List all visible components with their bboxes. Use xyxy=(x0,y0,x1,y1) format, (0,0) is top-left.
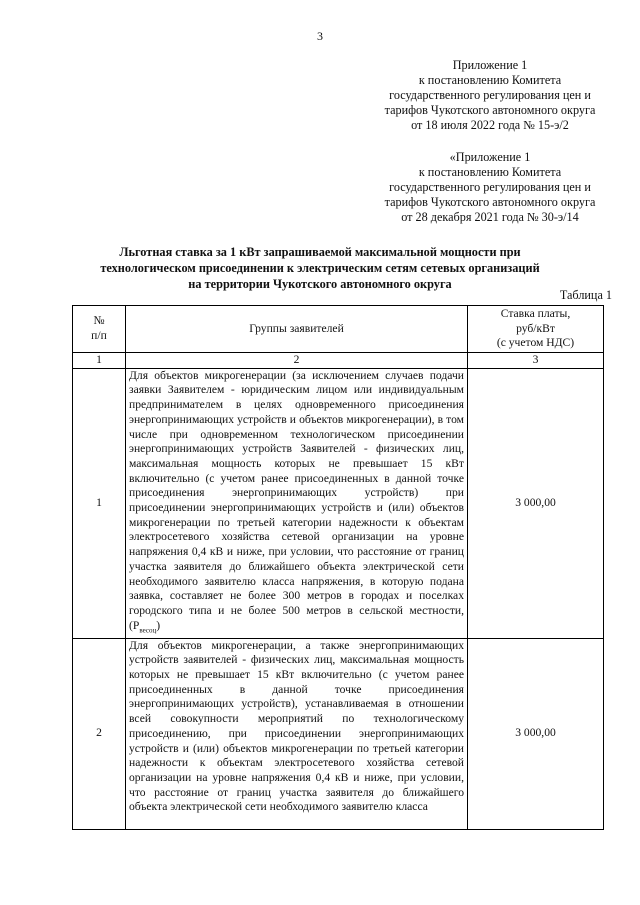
appendix-original-line: государственного регулирования цен и xyxy=(389,180,591,194)
table-row xyxy=(73,368,604,638)
appendix-original-line: «Приложение 1 xyxy=(449,150,531,164)
table-caption: Таблица 1 xyxy=(559,288,612,302)
appendix-current-line: государственного регулирования цен и xyxy=(389,88,591,102)
row-number: 1 xyxy=(73,368,126,638)
header-num-line: п/п xyxy=(91,329,107,342)
column-number: 1 xyxy=(73,353,126,369)
row-description xyxy=(126,638,468,829)
header-rate-line: Ставка платы, xyxy=(500,306,571,320)
header-rate-line: руб/кВт xyxy=(516,321,555,335)
table-row xyxy=(73,638,604,829)
column-number: 3 xyxy=(468,353,604,369)
appendix-original-line: к постановлению Комитета xyxy=(418,165,562,179)
appendix-current-line: Приложение 1 xyxy=(452,58,528,72)
header-rate-line: (с учетом НДС) xyxy=(496,336,575,350)
document-title xyxy=(80,244,560,292)
formula-close: ) xyxy=(156,618,161,632)
header-rate xyxy=(468,306,604,353)
row-rate: 3 000,00 xyxy=(468,368,604,638)
rates-table xyxy=(72,305,604,830)
row-rate: 3 000,00 xyxy=(468,638,604,829)
title-line: технологическом присоединении к электрическим сетям сетевых организаций xyxy=(100,261,540,275)
header-num xyxy=(73,306,126,353)
row-description-text: Для объектов микрогенерации (за исключением случаев подачи заявки Заявителем - юридическим лицом или индивидуальным предпринимателем в целях одновременного присоединения энергопринимающих устройств и объектов микрогенерации), в том числе при одновременном технологическом присоединении энергопринимающих устройств Заявителей - физических лиц, максимальная мощность которых не превышает 15 кВт включительно (с учетом ранее присоединенных в данной точке присоединения энергопринимающих устройств) при присоединении энергопринимающих устройств и (или) объектов микрогенерации по третьей категории надежности к объектам электросетевого хозяйства сетевой организации на уровне напряжения 0,4 кВ и ниже, при условии, что расстояние от границ участка заявителя до ближайшего объекта электрической сети необходимого заявителю класса напряжения, в которую подана заявка, составляет не более 300 метров в городах и поселках городского типа и не более 500 метров в сельской местности, (Р xyxy=(129,368,464,632)
appendix-current-line: к постановлению Комитета xyxy=(418,73,562,87)
row-number: 2 xyxy=(73,638,126,829)
row-description-text: Для объектов микрогенерации, а также энергопринимающих устройств заявителей - физических лиц, максимальная мощность которых не превышает 15 кВт включительно (с учетом ранее присоединенных в данной точке присоединения энергопринимающих устройств), устанавливаемая в отношении всей совокупности мероприятий по технологическому присоединению, при присоединении энергопринимающих устройств и (или) объектов микрогенерации по третьей категории надежности к объектам электросетевого хозяйства сетевой организации на уровне напряжения 0,4 кВ и ниже, при условии, что расстояние от границ участка заявителя до ближайшего объекта электрической сети необходимого заявителю класса xyxy=(129,638,464,814)
formula-subscript: весоц xyxy=(139,625,157,634)
appendix-current-block xyxy=(360,58,620,133)
header-num-line: № xyxy=(93,314,105,328)
appendix-original-block xyxy=(360,150,620,225)
appendix-original-line: от 28 декабря 2021 года № 30-э/14 xyxy=(401,210,579,224)
appendix-current-line: от 18 июля 2022 года № 15-э/2 xyxy=(411,118,569,132)
column-number-row xyxy=(73,353,604,369)
row-description xyxy=(126,368,468,638)
title-line: Льготная ставка за 1 кВт запрашиваемой максимальной мощности при xyxy=(119,245,521,259)
table-header-row xyxy=(73,306,604,353)
title-line: на территории Чукотского автономного округа xyxy=(188,277,452,291)
page-number: 3 xyxy=(317,29,323,43)
appendix-original-line: тарифов Чукотского автономного округа xyxy=(384,195,596,209)
appendix-current-line: тарифов Чукотского автономного округа xyxy=(384,103,596,117)
column-number: 2 xyxy=(126,353,468,369)
header-group: Группы заявителей xyxy=(126,306,468,353)
